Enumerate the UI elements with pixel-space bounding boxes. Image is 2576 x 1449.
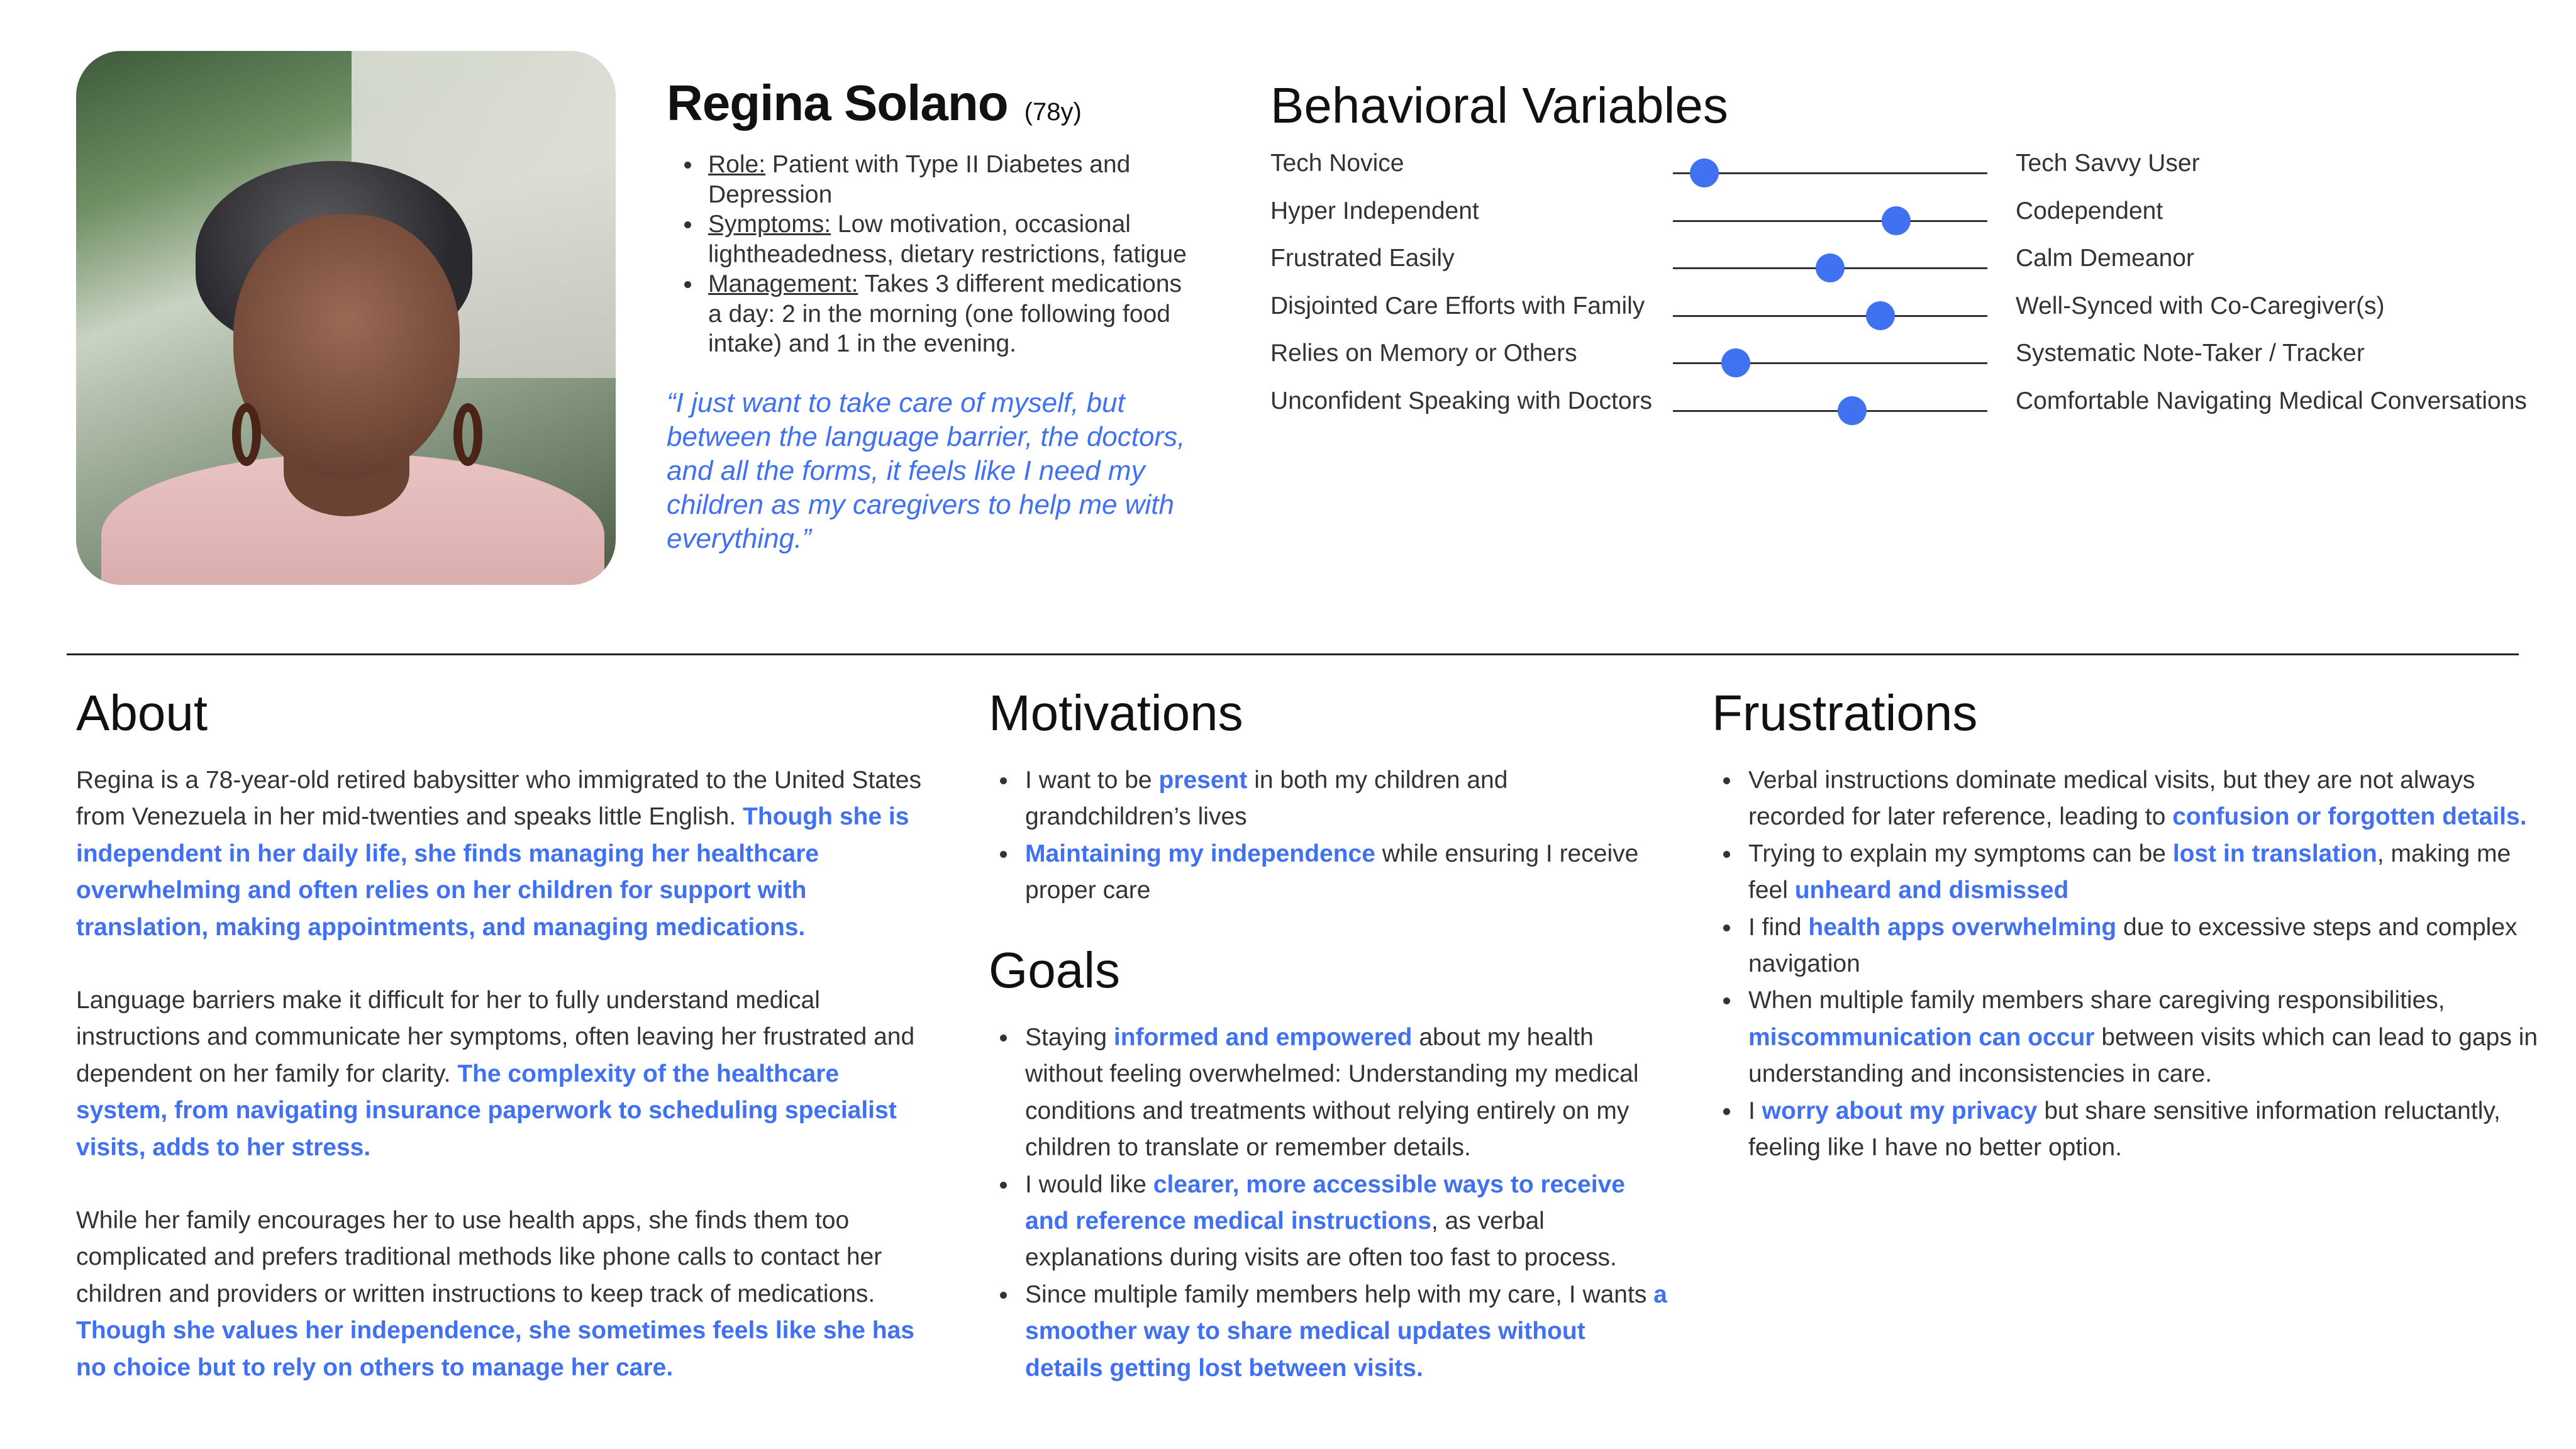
highlight-text: lost in translation [2172, 840, 2377, 867]
highlight-text: unheard and dismissed [1794, 877, 2069, 904]
motivations-title: Motivations [989, 685, 1243, 741]
photo-face [233, 214, 460, 479]
behavioral-left-label: Relies on Memory or Others [1270, 340, 1577, 367]
list-item [1712, 982, 2542, 1092]
behavioral-right-label: Calm Demeanor [2016, 245, 2194, 272]
highlight-text: confusion or forgotten details. [2172, 803, 2527, 831]
highlight-text: health apps overwhelming [1808, 913, 2117, 941]
behavioral-right-label: Systematic Note-Taker / Tracker [2016, 340, 2365, 367]
body-text: I want to be [1025, 767, 1159, 794]
bio-text: Low motivation, occasional lightheadedness, dietary restrictions, fatigue [708, 211, 1187, 268]
persona-header [667, 74, 1082, 132]
persona-age: (78y) [1024, 98, 1082, 126]
body-text: Language barriers make it difficult for her to fully understand medical instructions and communicate her symptoms, often leaving her frustrated and dependent on her family for clarity. [76, 987, 915, 1087]
behavioral-left-label: Disjointed Care Efforts with Family [1270, 292, 1645, 319]
motivations-list [989, 762, 1668, 909]
about-paragraph [76, 1202, 931, 1386]
body-text: Staying [1025, 1024, 1114, 1051]
body-text: I would like [1025, 1170, 1153, 1198]
behavioral-variables-title: Behavioral Variables [1270, 77, 1728, 133]
body-text: in both my children and grandchildren’s lives [1025, 767, 1508, 831]
list-item [989, 836, 1668, 909]
body-text: Since multiple family members help with my care, I wants [1025, 1280, 1654, 1308]
behavioral-row [1270, 245, 2553, 292]
highlight-text: informed and empowered [1113, 1024, 1413, 1051]
highlight-text: Though she is independent in her daily life, she finds managing her healthcare overwhelming and often relies on her children for support with translation, making appointments, and managing medications. [76, 803, 909, 941]
about-paragraph [76, 762, 931, 946]
highlight-text: worry about my privacy [1762, 1097, 2038, 1124]
highlight-text: a smoother way to share medical updates without details getting lost between visits. [1025, 1280, 1667, 1382]
list-item [1712, 909, 2542, 983]
body-text: while ensuring I receive proper care [1025, 840, 1639, 904]
body-text: but share sensitive information reluctantly, feeling like I have no better option. [1748, 1097, 2501, 1162]
persona-name: Regina Solano [667, 75, 1008, 131]
body-text: between visits which can lead to gaps in understanding and inconsistencies in care. [1748, 1023, 2538, 1088]
body-text: due to excessive steps and complex navigation [1748, 913, 2518, 978]
behavioral-right-label: Well-Synced with Co-Caregiver(s) [2016, 292, 2385, 319]
behavioral-row [1270, 387, 2553, 435]
body-text: While her family encourages her to use health apps, she finds them too complicated and prefers traditional methods like phone calls to contact her children and providers or written instructions to keep track of medications. [76, 1207, 882, 1307]
frustrations-list [1712, 762, 2542, 1166]
highlight-text: Though she values her independence, she sometimes feels like she has no choice but to rely on others to manage her care. [76, 1317, 914, 1381]
behavioral-slider-knob [1721, 348, 1750, 377]
body-text: , as verbal explanations during visits are often too fast to process. [1025, 1208, 1617, 1272]
persona-bio-list [678, 150, 1200, 359]
list-item [989, 1167, 1668, 1277]
behavioral-slider-track [1673, 410, 1987, 412]
goals-title: Goals [989, 942, 1120, 998]
behavioral-slider-knob [1866, 301, 1895, 330]
body-text: I [1748, 1097, 1762, 1124]
body-text: , making me feel [1748, 840, 2511, 904]
behavioral-row [1270, 292, 2553, 340]
section-divider [67, 653, 2519, 655]
goals-list [989, 1019, 1668, 1387]
photo-earring-left [232, 403, 261, 466]
list-item [1712, 1093, 2542, 1167]
body-text: Verbal instructions dominate medical visits, but they are not always recorded for later reference, leading to [1748, 767, 2475, 831]
body-text: Regina is a 78-year-old retired babysitter who immigrated to the United States from Venezuela in her mid-twenties and speaks little English. [76, 767, 921, 831]
behavioral-slider-knob [1838, 396, 1867, 425]
list-item [989, 1277, 1668, 1387]
behavioral-slider-track [1673, 315, 1987, 317]
behavioral-row [1270, 197, 2553, 245]
behavioral-left-label: Unconfident Speaking with Doctors [1270, 387, 1652, 414]
behavioral-slider-knob [1690, 158, 1719, 187]
persona-quote: “I just want to take care of myself, but between the language barrier, the doctors, and all the forms, it feels like I need my children as my caregivers to help me with everything.” [667, 387, 1185, 554]
bio-term: Role: [708, 151, 766, 178]
behavioral-slider-track [1673, 267, 1987, 269]
behavioral-slider-track [1673, 172, 1987, 174]
behavioral-slider-knob [1816, 253, 1845, 282]
frustrations-title: Frustrations [1712, 685, 1978, 741]
body-text: I find [1748, 913, 1809, 941]
body-text: Trying to explain my symptoms can be [1748, 840, 2173, 867]
list-item [989, 1019, 1668, 1167]
behavioral-slider-track [1673, 220, 1987, 222]
highlight-text: miscommunication can occur [1748, 1023, 2095, 1051]
bio-item-symptoms [678, 209, 1200, 269]
highlight-text: Maintaining my independence [1025, 840, 1375, 867]
body-text: about my health without feeling overwhelmed: Understanding my medical conditions and treatments without relying entirely on my children to translate or remember details. [1025, 1024, 1639, 1162]
bio-term: Management: [708, 270, 858, 297]
persona-photo [76, 51, 616, 585]
list-item [1712, 762, 2542, 836]
behavioral-row [1270, 150, 2553, 197]
behavioral-row [1270, 340, 2553, 387]
body-text: When multiple family members share caregiving responsibilities, [1748, 987, 2445, 1014]
behavioral-left-label: Tech Novice [1270, 150, 1404, 177]
behavioral-right-label: Codependent [2016, 197, 2163, 225]
behavioral-right-label: Comfortable Navigating Medical Conversations [2016, 387, 2527, 414]
behavioral-right-label: Tech Savvy User [2016, 150, 2200, 177]
about-title: About [76, 685, 208, 741]
list-item [1712, 836, 2542, 909]
list-item [989, 762, 1668, 836]
bio-item-role [678, 150, 1200, 209]
bio-item-management [678, 269, 1200, 359]
photo-earring-right [453, 403, 482, 466]
about-paragraph [76, 982, 931, 1166]
behavioral-slider-knob [1882, 206, 1911, 235]
highlight-text: clearer, more accessible ways to receive and reference medical instructions [1025, 1170, 1625, 1235]
bio-text: Patient with Type II Diabetes and Depression [708, 151, 1131, 208]
bio-term: Symptoms: [708, 211, 831, 238]
behavioral-left-label: Hyper Independent [1270, 197, 1479, 225]
bio-text: Takes 3 different medications a day: 2 in the morning (one following food intake) and 1 in the evening. [708, 270, 1182, 357]
highlight-text: present [1158, 767, 1248, 794]
behavioral-slider-track [1673, 362, 1987, 364]
behavioral-variables-list [1270, 150, 2553, 435]
highlight-text: The complexity of the healthcare system, from navigating insurance paperwork to scheduling specialist visits, adds to her stress. [76, 1060, 897, 1161]
behavioral-left-label: Frustrated Easily [1270, 245, 1455, 272]
